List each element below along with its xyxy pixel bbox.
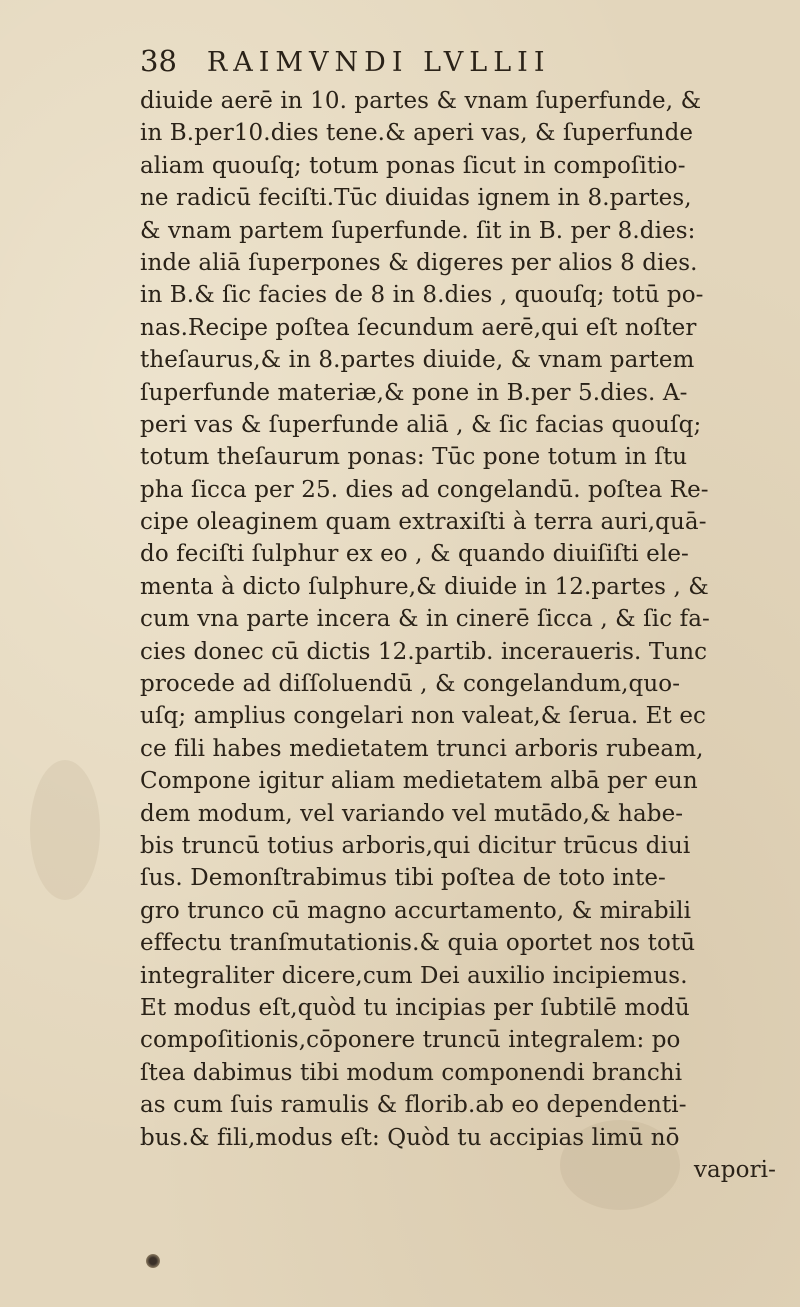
- text-line: effectu tranſmutationis.& quia oportet nos totū: [140, 930, 696, 957]
- text-line: uſq; amplius congelari non valeat,& ſerua. Et ec: [140, 703, 707, 730]
- text-line: diuide aerē in 10. partes & vnam ſuperfunde, &: [140, 88, 702, 114]
- text-line: procede ad diſſoluendū , & congelandum,quo-: [140, 671, 681, 698]
- text-line: cies donec cū dictis 12.partib. inceraueris. Tunc: [140, 638, 708, 665]
- text-line: peri vas & ſuperfunde aliā , & ſic facias quouſq;: [140, 411, 702, 438]
- text-line: integraliter dicere,cum Dei auxilio incipiemus.: [140, 962, 688, 989]
- page-number: 38: [140, 44, 177, 78]
- text-line: dem modum, vel variando vel mutādo,& habe-: [140, 800, 684, 827]
- text-line: bis truncū totius arboris,qui dicitur trūcus diui: [140, 832, 691, 859]
- catchword: vapori-: [693, 1156, 776, 1183]
- text-line: aliam quouſq; totum ponas ſicut in compoſitio-: [140, 152, 686, 179]
- text-line: in B.per10.dies tene.& aperi vas, & ſuperfunde: [140, 120, 694, 147]
- text-line: ſus. Demonſtrabimus tibi poſtea de toto inte-: [140, 865, 666, 892]
- text-line: cipe oleaginem quam extraxiſti à terra auri,quā-: [140, 509, 707, 536]
- text-line: & vnam partem ſuperfunde. ſit in B. per 8.dies:: [140, 217, 696, 244]
- text-line: in B.& ſic facies de 8 in 8.dies , quouſq; totū po-: [140, 282, 704, 309]
- text-line: theſaurus,& in 8.partes diuide, & vnam partem: [140, 347, 695, 374]
- text-line: totum theſaurum ponas: Tūc pone totum in ſtu: [140, 444, 688, 471]
- running-head: RAIMVNDI LVLLII: [206, 47, 551, 78]
- text-line: nas.Recipe poſtea ſecundum aerē,qui eſt noſter: [140, 314, 697, 341]
- body-text: [140, 85, 780, 1186]
- text-line: as cum ſuis ramulis & florib.ab eo dependenti-: [140, 1092, 687, 1119]
- text-line: pha ſicca per 25. dies ad congelandū. poſtea Re-: [140, 476, 709, 503]
- text-line: ſuperfunde materiæ,& pone in B.per 5.dies. A-: [140, 379, 688, 406]
- text-line: do feciſti ſulphur ex eo , & quando diuiſiſti ele-: [140, 541, 689, 568]
- ink-blot: [146, 1254, 160, 1268]
- text-line: inde aliā ſuperpones & digeres per alios 8 dies.: [140, 249, 698, 276]
- text-line: Compone igitur aliam medietatem albā per eun: [140, 768, 698, 795]
- paper-stain: [30, 760, 100, 900]
- text-line: ſtea dabimus tibi modum componendi branchi: [140, 1059, 683, 1086]
- text-line: menta à dicto ſulphure,& diuide in 12.partes , &: [140, 573, 709, 600]
- text-line: compoſitionis,cōponere truncū integralem: po: [140, 1027, 681, 1054]
- page-header: [140, 44, 780, 88]
- text-line: gro trunco cū magno accurtamento, & mirabili: [140, 897, 692, 924]
- text-line: ce fili habes medietatem trunci arboris rubeam,: [140, 735, 704, 762]
- text-line: ne radicū feciſti.Tūc diuidas ignem in 8.partes,: [140, 185, 692, 212]
- text-line: Et modus eſt,quòd tu incipias per ſubtilē modū: [140, 994, 690, 1021]
- text-line: bus.& fili,modus eſt: Quòd tu accipias limū nō: [140, 1124, 680, 1151]
- text-line: cum vna parte incera & in cinerē ſicca , & ſic fa-: [140, 606, 710, 633]
